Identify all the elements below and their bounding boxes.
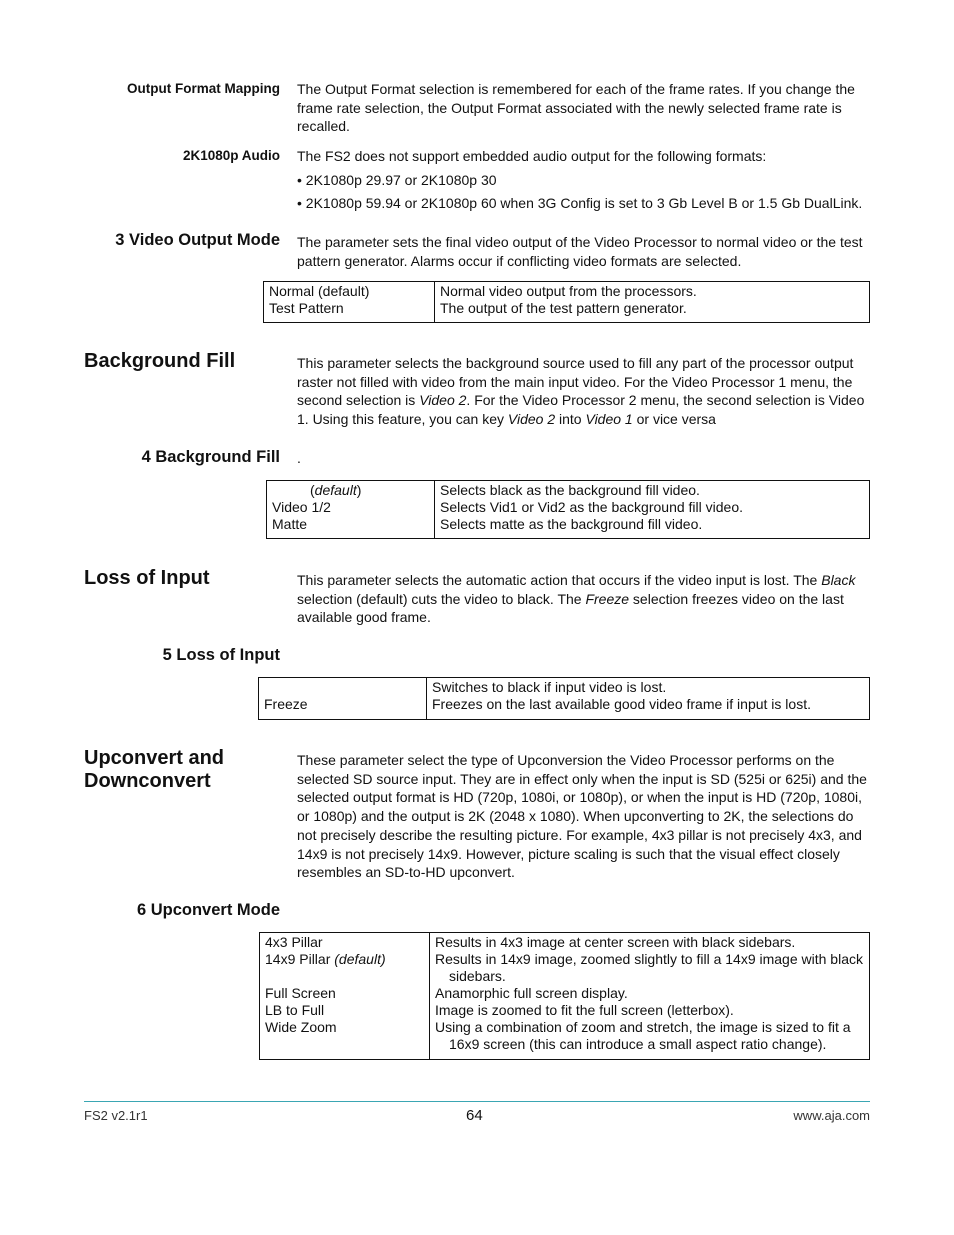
loss-of-input-heading: Loss of Input (84, 567, 210, 589)
description-cell: Results in 4x3 image at center screen with black sidebars. Results in 14x9 image, zoomed slightly to fill a 14x9 image with black sidebars. Anamorphic full screen display. Image is zoomed to fit the full screen (letterbox). Using a combination of zoom and stretch, the image is sized to fit a 16x9 screen (this can introduce a small aspect ratio change). (430, 933, 870, 1060)
loss-of-input-table (258, 677, 870, 720)
upconvert-param-label: 6 Upconvert Mode (136, 901, 280, 919)
background-fill-param-label: 4 Background Fill (141, 448, 280, 466)
output-format-mapping-label: Output Format Mapping (127, 81, 280, 96)
option-cell: 4x3 Pillar 14x9 Pillar (default) Full Screen LB to Full Wide Zoom (260, 933, 430, 1060)
footer-version: FS2 v2.1r1 (84, 1108, 148, 1123)
table-row (260, 933, 870, 1060)
page-number: 64 (466, 1107, 483, 1124)
video-output-mode-label: 3 Video Output Mode (115, 231, 280, 249)
video-output-mode-table (263, 281, 870, 323)
background-fill-table (266, 480, 870, 539)
table-row (259, 678, 870, 720)
background-fill-text: This parameter selects the background source used to fill any part of the processor output raster not filled with video from the main input video. For the Video Processor 1 menu, the second selection is Video 2. For the Video Processor 2 menu, the second selection is Video 1. Using this feature, you can key Video 2 into Video 1 or vice versa (297, 355, 865, 428)
upconvert-heading: Upconvert and Downconvert (84, 747, 225, 792)
background-fill-heading: Background Fill (84, 350, 236, 372)
loss-of-input-text: This parameter selects the automatic action that occurs if the video input is lost. The Black selection (default) cuts the video to black. The Freeze selection freezes video on the last available good frame. (297, 572, 856, 626)
table-row (267, 481, 870, 539)
upconvert-table (259, 932, 870, 1060)
audio-2k1080p-label: 2K1080p Audio (182, 148, 280, 163)
footer-website: www.aja.com (793, 1108, 870, 1123)
description-cell: Switches to black if input video is lost. Freezes on the last available good video frame if input is lost. (427, 678, 870, 720)
video-output-mode-text: The parameter sets the final video output of the Video Processor to normal video or the test pattern generator. Alarms occur if conflicting video formats are selected. (297, 234, 863, 269)
description-cell: Normal video output from the processors. The output of the test pattern generator. (435, 282, 870, 323)
audio-bullet-1: • 2K1080p 29.97 or 2K1080p 30 (297, 172, 497, 188)
loss-of-input-param-label: 5 Loss of Input (162, 646, 280, 664)
option-cell: (default) Video 1/2 Matte (267, 481, 435, 539)
option-cell: Freeze (259, 678, 427, 720)
upconvert-text: These parameter select the type of Upconversion the Video Processor performs on the selected SD source input. They are in effect only when the input is SD (525i or 625i) and the selected output format is HD (720p, 1080i, or 1080p), or when the input is HD (720p, 1080i, or 1080p) and the output is 2K (2048 x 1080). When upconverting to 2K, the selections do not precisely describe the resulting picture. For example, 4x3 pillar is not precisely 4x3, and 14x9 is not precisely 14x9. However, picture scaling is such that the visual effect closely resembles an SD-to-HD upconvert. (297, 752, 867, 881)
audio-bullet-2: • 2K1080p 59.94 or 2K1080p 60 when 3G Config is set to 3 Gb Level B or 1.5 Gb DualLink. (297, 195, 863, 211)
option-cell: Normal (default) Test Pattern (264, 282, 435, 323)
background-fill-param-dot: . (297, 450, 301, 466)
table-row (264, 282, 870, 323)
footer-rule (84, 1101, 870, 1102)
audio-2k1080p-text: The FS2 does not support embedded audio output for the following formats: (297, 148, 767, 164)
output-format-mapping-text: The Output Format selection is remembered for each of the frame rates. If you change the frame rate selection, the Output Format associated with the newly selected frame rate is recalled. (297, 81, 855, 135)
description-cell: Selects black as the background fill video. Selects Vid1 or Vid2 as the background fill video. Selects matte as the background fill video. (435, 481, 870, 539)
